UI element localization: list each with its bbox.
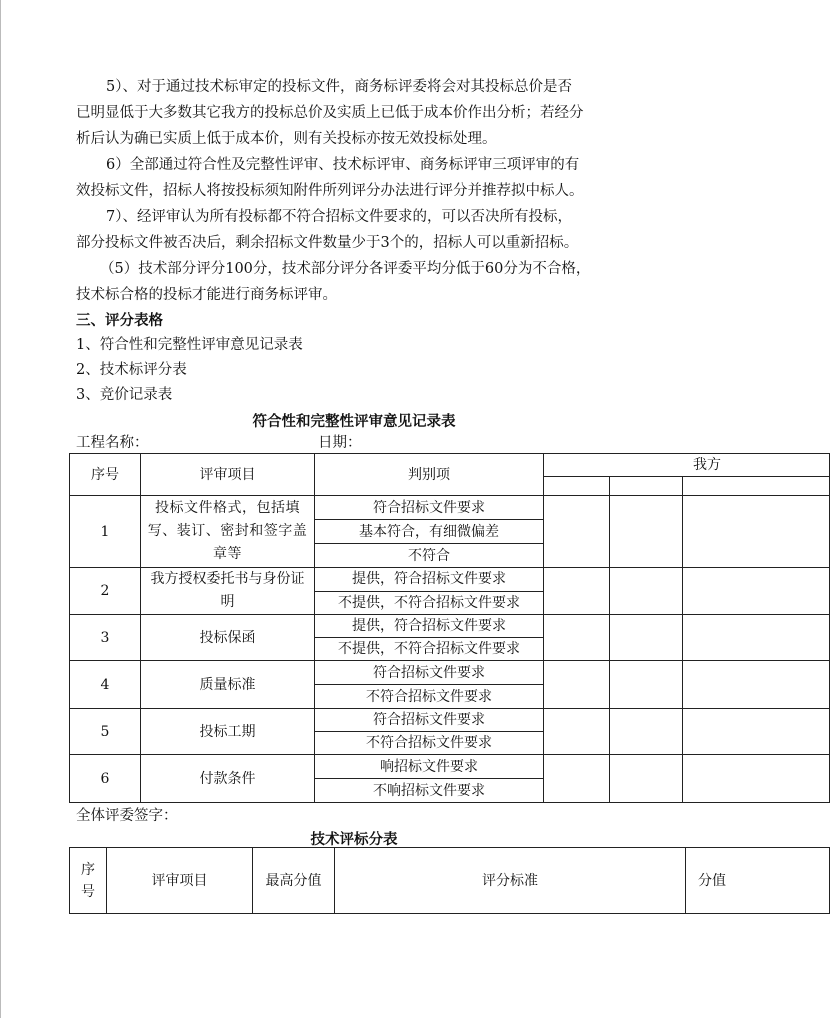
row-6-cell-2 (610, 755, 683, 803)
paragraph-5-line-2: 已明显低于大多数其它我方的投标总价及实质上已低于成本价作出分析；若经分 (76, 105, 584, 121)
row-1-cell-1 (544, 496, 610, 568)
row-3-no: 3 (70, 615, 141, 661)
tech-table-wrap (69, 847, 726, 900)
row-3-option-2: 不提供，不符合招标文件要求 (315, 638, 544, 661)
row-6-option-1: 响招标文件要求 (315, 755, 544, 779)
table1-title: 符合性和完整性评审意见记录表 (252, 413, 456, 430)
section-item-1: 1、符合性和完整性评审意见记录表 (76, 337, 303, 353)
section-title: 三、评分表格 (76, 312, 163, 329)
row-4-cell-3 (683, 661, 830, 709)
row-3-option-1: 提供，符合招标文件要求 (315, 615, 544, 638)
row-1-no: 1 (70, 496, 141, 568)
row-5-option-1: 符合招标文件要求 (315, 709, 544, 732)
row-1-option-2: 基本符合，有细微偏差 (315, 520, 544, 544)
row-1-option-3: 不符合 (315, 544, 544, 568)
compliance-table-wrap (69, 453, 720, 802)
row-4-cell-2 (610, 661, 683, 709)
section-item-2: 2、技术标评分表 (76, 362, 187, 378)
header-item: 评审项目 (141, 454, 315, 496)
table2-title: 技术评标分表 (310, 831, 398, 848)
tech-score-line-1: （5）技术部分评分100分，技术部分评分各评委平均分低于60分为不合格， (100, 261, 591, 277)
paragraph-6-line-2: 效投标文件，招标人将按投标须知附件所列评分办法进行评分并推荐拟中标人。 (76, 183, 584, 199)
paragraph-7-line-2: 部分投标文件被否决后，剩余招标文件数量少于3个的，招标人可以重新招标。 (76, 235, 579, 251)
row-1-option-1: 符合招标文件要求 (315, 496, 544, 520)
row-3-item: 投标保函 (141, 615, 315, 661)
row-2-no: 2 (70, 568, 141, 615)
tech-header-no: 序号 (70, 848, 107, 914)
project-name-label: 工程名称： (76, 435, 149, 451)
row-4-item: 质量标准 (141, 661, 315, 709)
tech-header-criteria: 评分标准 (335, 848, 686, 914)
row-4-no: 4 (70, 661, 141, 709)
tech-header-score: 分值 (686, 848, 830, 914)
bidder-col-2 (610, 477, 683, 496)
paragraph-7-line-1: 7）、经评审认为所有投标都不符合招标文件要求的，可以否决所有投标， (106, 209, 572, 225)
row-2-cell-1 (544, 568, 610, 615)
row-6-option-2: 不响招标文件要求 (315, 779, 544, 803)
row-6-no: 6 (70, 755, 141, 803)
tech-header-item: 评审项目 (107, 848, 253, 914)
tech-score-line-2: 技术标合格的投标才能进行商务标评审。 (76, 287, 337, 303)
bidder-col-3 (683, 477, 830, 496)
row-2-cell-2 (610, 568, 683, 615)
row-2-item: 我方授权委托书与身份证明 (141, 568, 315, 615)
row-3-cell-1 (544, 615, 610, 661)
row-5-cell-1 (544, 709, 610, 755)
paragraph-6-line-1: 6）全部通过符合性及完整性评审、技术标评审、商务标评审三项评审的有 (106, 157, 580, 173)
row-3-cell-3 (683, 615, 830, 661)
section-item-3: 3、竞价记录表 (76, 387, 173, 403)
row-5-cell-3 (683, 709, 830, 755)
row-1-item: 投标文件格式，包括填写、装订、密封和签字盖章等 (141, 496, 315, 568)
tech-score-table (69, 847, 830, 914)
tech-header-max: 最高分值 (253, 848, 335, 914)
paragraph-5-line-3: 析后认为确已实质上低于成本价，则有关投标亦按无效投标处理。 (76, 131, 497, 147)
bidder-col-1 (544, 477, 610, 496)
row-1-cell-3 (683, 496, 830, 568)
row-2-cell-3 (683, 568, 830, 615)
header-no: 序号 (70, 454, 141, 496)
row-6-item: 付款条件 (141, 755, 315, 803)
row-3-cell-2 (610, 615, 683, 661)
row-5-no: 5 (70, 709, 141, 755)
row-4-cell-1 (544, 661, 610, 709)
row-1-cell-2 (610, 496, 683, 568)
row-5-option-2: 不符合招标文件要求 (315, 732, 544, 755)
paragraph-5-line-1: 5）、对于通过技术标审定的投标文件，商务标评委将会对其投标总价是否 (106, 79, 572, 95)
row-5-item: 投标工期 (141, 709, 315, 755)
row-6-cell-3 (683, 755, 830, 803)
row-6-cell-1 (544, 755, 610, 803)
date-label: 日期： (318, 435, 362, 451)
page-edge (0, 0, 1, 1018)
row-2-option-1: 提供，符合招标文件要求 (315, 568, 544, 592)
row-5-cell-2 (610, 709, 683, 755)
row-2-option-2: 不提供，不符合招标文件要求 (315, 591, 544, 615)
row-4-option-2: 不符合招标文件要求 (315, 685, 544, 709)
compliance-table (69, 453, 830, 803)
header-bidder: 我方 (544, 454, 830, 477)
signature-label: 全体评委签字： (76, 808, 178, 824)
row-4-option-1: 符合招标文件要求 (315, 661, 544, 685)
header-judge: 判别项 (315, 454, 544, 496)
